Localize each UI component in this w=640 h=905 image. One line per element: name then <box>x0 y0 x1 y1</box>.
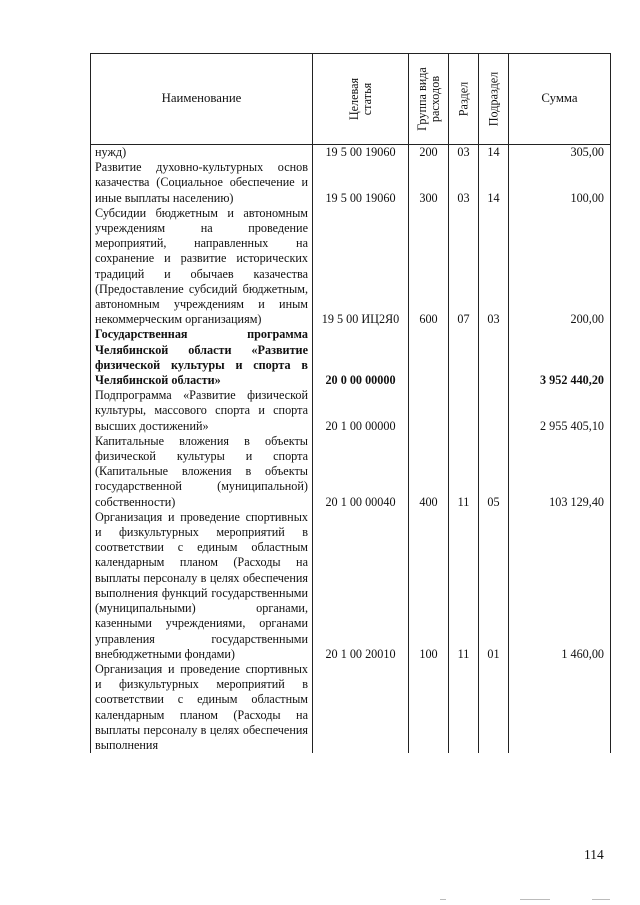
row-name: Развитие духовно-культурных основ казачества (Социальное обеспечение и иные выплаты населению) <box>91 160 313 206</box>
table-header-row <box>91 54 611 145</box>
row-sum: 103 129,40 <box>509 434 611 510</box>
row-sum: 1 460,00 <box>509 510 611 662</box>
row-name: Подпрограмма «Развитие физической культуры, массового спорта и спорта высших достижений» <box>91 388 313 434</box>
scan-artifact <box>592 899 610 900</box>
table-row <box>91 434 611 510</box>
row-section: 07 <box>449 206 479 328</box>
table-row <box>91 388 611 434</box>
table-row <box>91 145 611 161</box>
row-name: Капитальные вложения в объекты физической культуры и спорта (Капитальные вложения в объекты государственной (муниципальной) собственности) <box>91 434 313 510</box>
table-row <box>91 327 611 388</box>
page-number: 114 <box>584 847 604 862</box>
row-subsection: 03 <box>479 206 509 328</box>
row-subsection: 01 <box>479 510 509 662</box>
header-section: Раздел <box>449 54 479 145</box>
row-name: Государственная программа Челябинской области «Развитие физической культуры и спорта в Челябинской области» <box>91 327 313 388</box>
row-section <box>449 327 479 388</box>
row-sum: 305,00 <box>509 145 611 161</box>
row-section <box>449 388 479 434</box>
row-name: Организация и проведение спортивных и физкультурных мероприятий в соответствии с единым областным календарным планом (Расходы на выплаты персоналу в целях обеспечения выполнения <box>91 662 313 753</box>
header-sum: Сумма <box>509 54 611 145</box>
table-row <box>91 160 611 206</box>
row-sum <box>509 662 611 753</box>
row-name: нужд) <box>91 145 313 161</box>
row-subsection <box>479 662 509 753</box>
row-subsection: 05 <box>479 434 509 510</box>
row-group: 400 <box>409 434 449 510</box>
table-row <box>91 206 611 328</box>
row-sum: 2 955 405,10 <box>509 388 611 434</box>
header-subsection: Подраздел <box>479 54 509 145</box>
row-sum: 100,00 <box>509 160 611 206</box>
row-group: 300 <box>409 160 449 206</box>
row-code: 20 1 00 00000 <box>313 388 409 434</box>
row-sum: 200,00 <box>509 206 611 328</box>
row-group <box>409 662 449 753</box>
scan-artifact <box>440 899 446 900</box>
row-code: 20 0 00 00000 <box>313 327 409 388</box>
row-section: 11 <box>449 434 479 510</box>
budget-table-page <box>90 53 610 833</box>
row-subsection: 14 <box>479 145 509 161</box>
table-row <box>91 510 611 662</box>
scan-artifact <box>520 899 550 900</box>
table-row <box>91 662 611 753</box>
row-name: Организация и проведение спортивных и физкультурных мероприятий в соответствии с единым областным календарным планом (Расходы на выплаты персоналу в целях обеспечения выполнения функций государственными (муниципальными) органами, казенными учреждениями, органами управления государственными внебюджетными фондами) <box>91 510 313 662</box>
row-code <box>313 662 409 753</box>
row-section: 11 <box>449 510 479 662</box>
row-group <box>409 388 449 434</box>
row-section <box>449 662 479 753</box>
row-group: 600 <box>409 206 449 328</box>
row-code: 19 5 00 19060 <box>313 160 409 206</box>
header-target-article: Целевая статья <box>313 54 409 145</box>
row-group: 200 <box>409 145 449 161</box>
row-code: 19 5 00 ИЦ2Я0 <box>313 206 409 328</box>
row-section: 03 <box>449 160 479 206</box>
row-sum: 3 952 440,20 <box>509 327 611 388</box>
row-code: 20 1 00 20010 <box>313 510 409 662</box>
row-subsection <box>479 327 509 388</box>
row-subsection: 14 <box>479 160 509 206</box>
row-group: 100 <box>409 510 449 662</box>
header-name: Наименование <box>91 54 313 145</box>
row-code: 20 1 00 00040 <box>313 434 409 510</box>
row-group <box>409 327 449 388</box>
budget-table <box>90 53 611 753</box>
header-expense-group: Группа вида расходов <box>409 54 449 145</box>
row-subsection <box>479 388 509 434</box>
row-code: 19 5 00 19060 <box>313 145 409 161</box>
row-section: 03 <box>449 145 479 161</box>
row-name: Субсидии бюджетным и автономным учреждениям на проведение мероприятий, направленных на сохранение и развитие исторических традиций и обычаев казачества (Предоставление субсидий бюджетным, автономным учреждениям и иным некоммерческим организациям) <box>91 206 313 328</box>
